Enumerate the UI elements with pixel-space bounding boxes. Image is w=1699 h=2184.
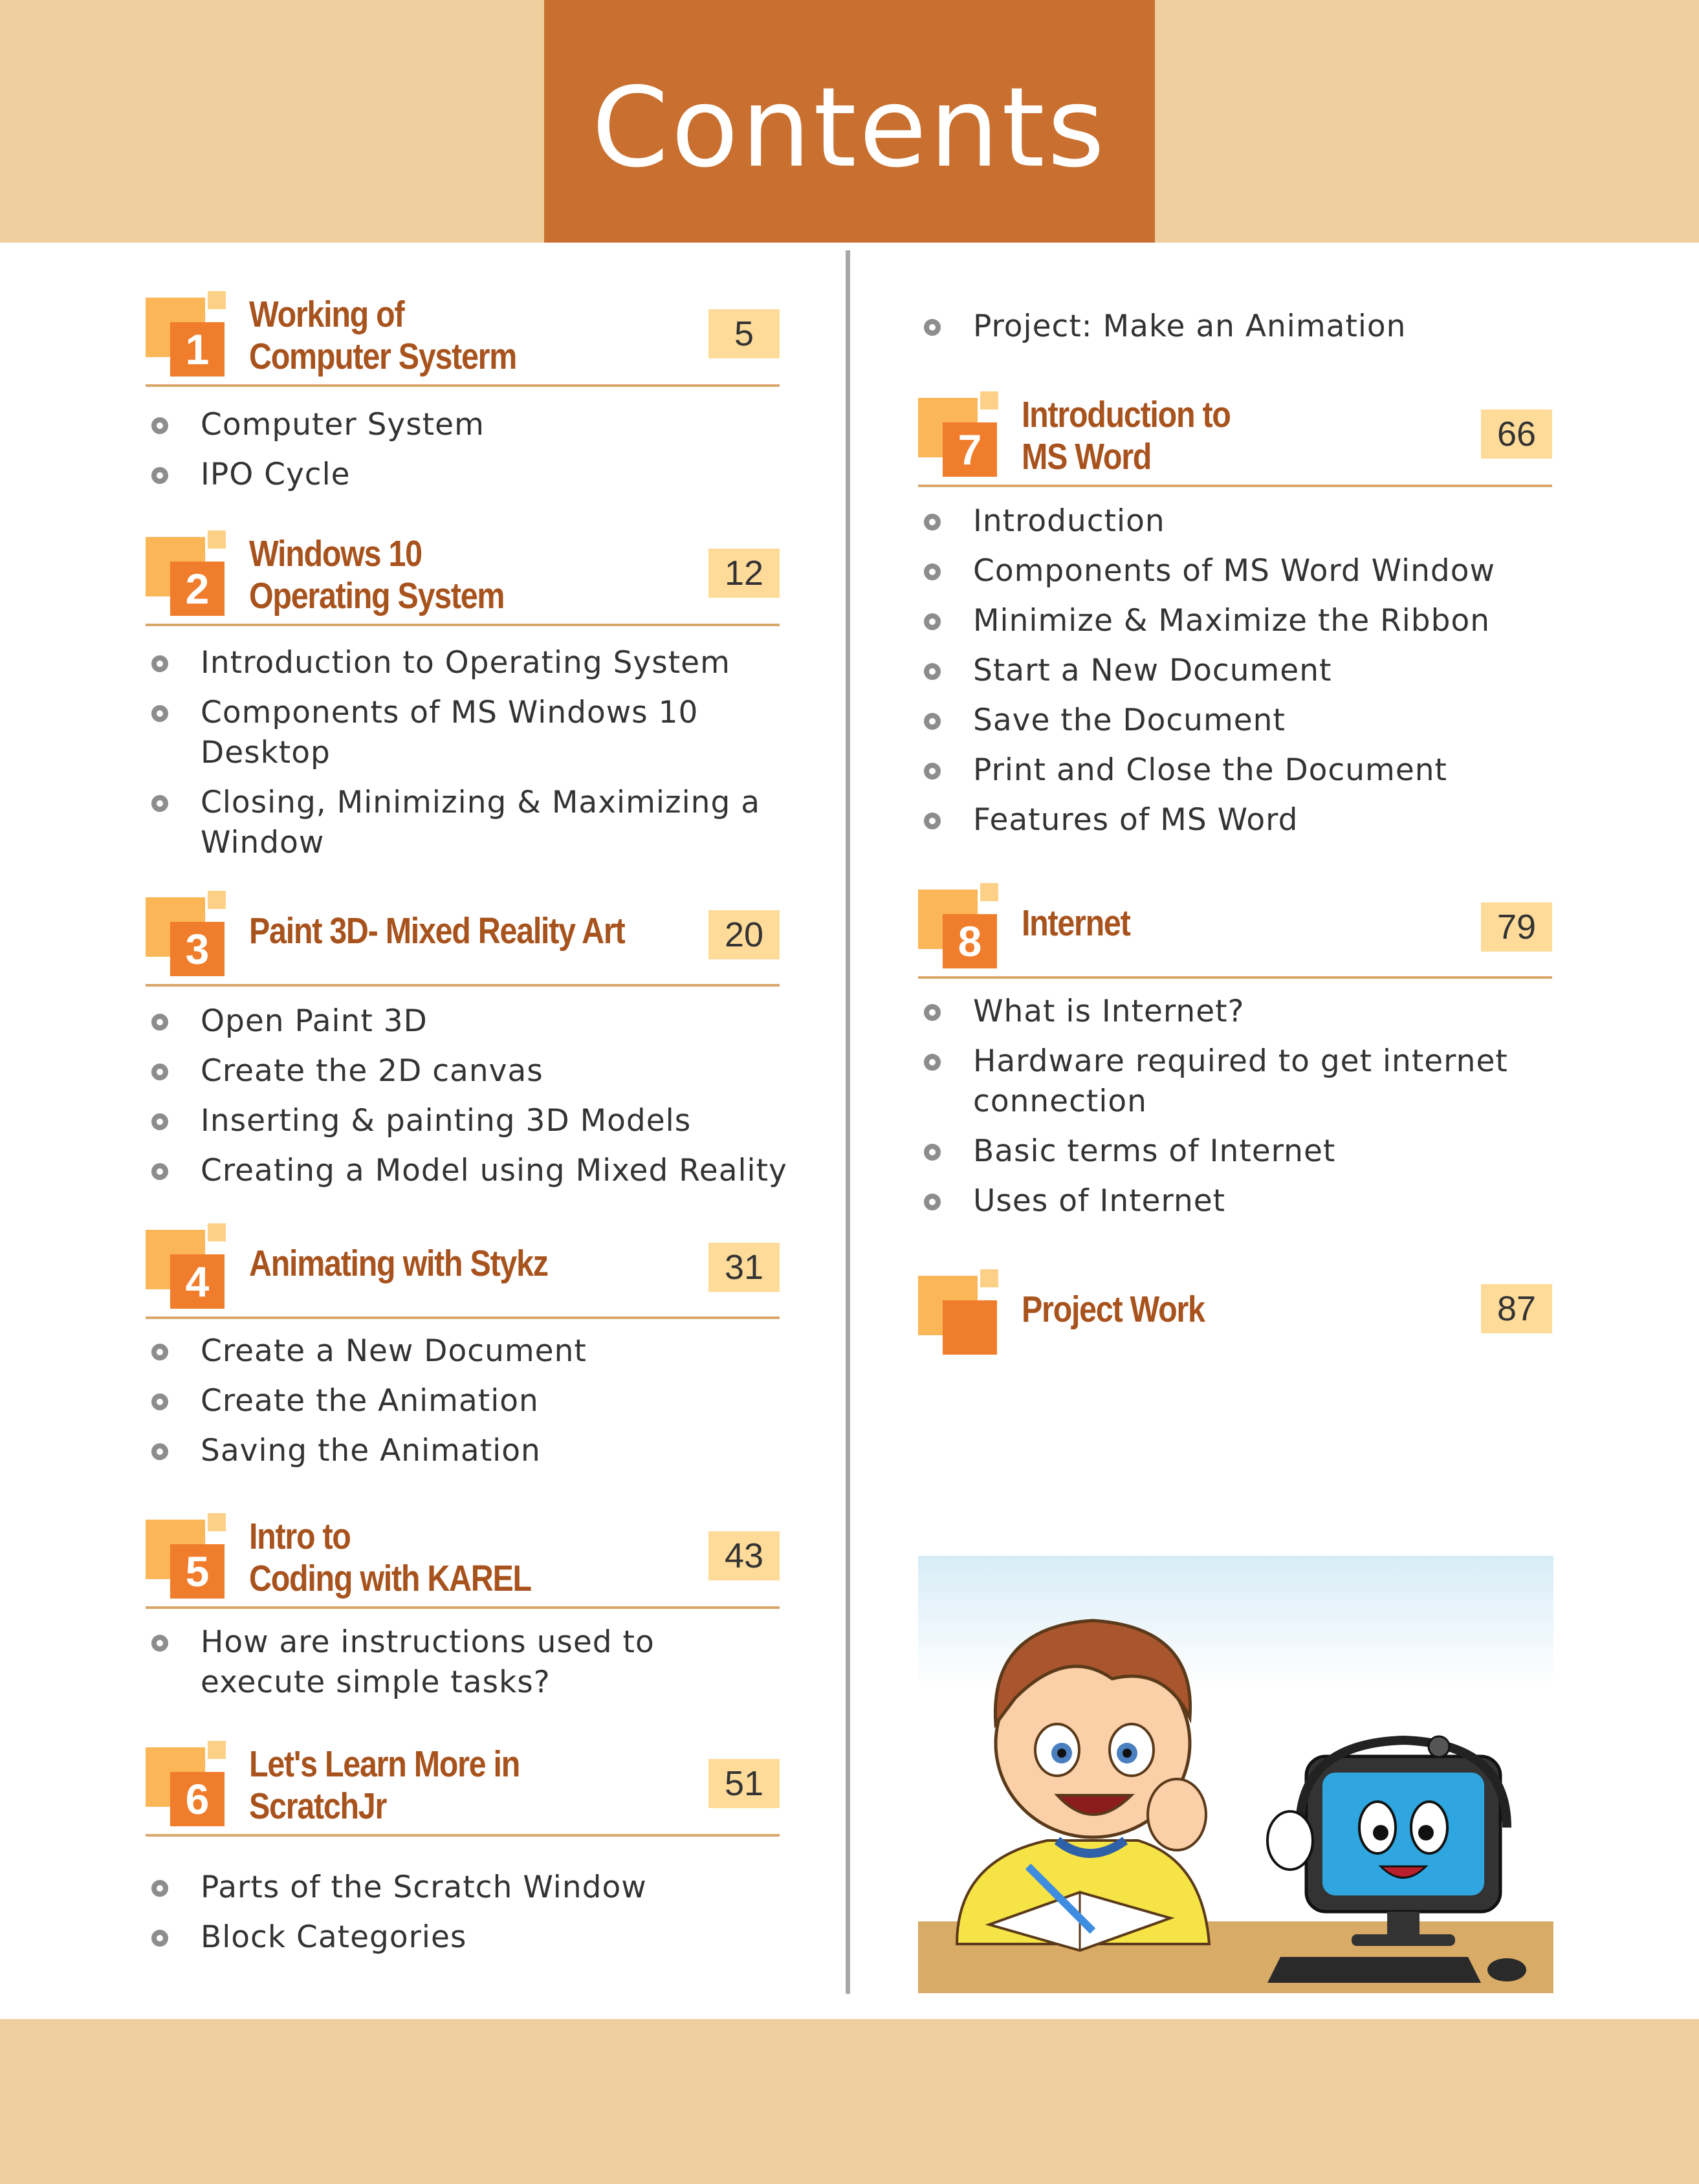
chapter-5-page-number: 43	[708, 1531, 780, 1580]
topic-item[interactable]: Project: Make an Animation	[921, 307, 1568, 347]
chapter-8-header[interactable]	[918, 882, 1552, 979]
bullet-icon	[924, 663, 941, 680]
chapter-5-topics	[149, 1622, 796, 1712]
chapter-2-title: Windows 10 Operating System	[249, 533, 505, 617]
bullet-icon	[151, 467, 168, 484]
bullet-icon	[924, 813, 941, 829]
bullet-icon	[151, 1064, 168, 1080]
topic-item-continued[interactable]: Window	[201, 825, 325, 860]
topic-item[interactable]: Saving the Animation	[149, 1431, 796, 1471]
chapter-3-page-number: 20	[708, 910, 780, 959]
project-work-header[interactable]	[918, 1268, 1552, 1359]
bullet-icon	[151, 417, 168, 434]
chapter-4-header[interactable]	[146, 1222, 780, 1319]
topic-item[interactable]: Parts of the Scratch Window	[149, 1868, 796, 1908]
title-box	[544, 0, 1155, 243]
topic-item[interactable]: Hardware required to get internet	[921, 1042, 1568, 1082]
topic-item[interactable]: Introduction	[921, 501, 1568, 541]
bullet-icon	[151, 1880, 168, 1897]
chapter-7-page-number: 66	[1481, 410, 1552, 459]
chapter-1-number-icon: 1	[146, 298, 230, 382]
boy-and-computer-illustration	[918, 1556, 1553, 1993]
bullet-icon	[924, 763, 941, 780]
topic-item[interactable]: Creating a Model using Mixed Reality	[149, 1151, 796, 1191]
topic-item[interactable]: Open Paint 3D	[149, 1001, 796, 1042]
column-divider	[846, 250, 850, 1994]
chapter-7-header[interactable]	[918, 390, 1552, 487]
topic-item[interactable]: Print and Close the Document	[921, 750, 1568, 791]
chapter-1-topics	[149, 405, 796, 505]
chapter-3-header[interactable]	[146, 890, 780, 987]
bullet-icon	[151, 1393, 168, 1410]
chapter-7-title: Introduction to MS Word	[1022, 394, 1231, 477]
chapter-4-number-icon: 4	[146, 1230, 230, 1314]
topic-item[interactable]: Computer System	[149, 405, 796, 445]
topic-item[interactable]: Save the Document	[921, 701, 1568, 741]
topic-item[interactable]: Inserting & painting 3D Models	[149, 1101, 796, 1141]
topic-item[interactable]: Create a New Document	[149, 1331, 796, 1371]
chapter-4-topics-continued	[921, 307, 1568, 356]
topic-item[interactable]: Block Categories	[149, 1917, 796, 1958]
chapter-7-number-icon: 7	[918, 398, 1002, 482]
bullet-icon	[151, 1930, 168, 1947]
chapter-6-topics	[149, 1868, 796, 1967]
chapter-3-topics	[149, 1001, 796, 1201]
chapter-8-page-number: 79	[1481, 902, 1552, 952]
topic-item[interactable]: Components of MS Word Window	[921, 551, 1568, 591]
project-work-title: Project Work	[1022, 1289, 1205, 1330]
topic-item[interactable]: Features of MS Word	[921, 800, 1568, 840]
chapter-5-header[interactable]	[146, 1512, 780, 1609]
topic-item[interactable]: IPO Cycle	[149, 455, 796, 495]
bullet-icon	[924, 1144, 941, 1161]
chapter-5-title: Intro to Coding with KAREL	[249, 1516, 531, 1599]
chapter-5-number-icon: 5	[146, 1520, 230, 1604]
topic-item[interactable]: Create the Animation	[149, 1381, 796, 1421]
chapter-3-title: Paint 3D- Mixed Reality Art	[249, 910, 625, 952]
bullet-icon	[151, 1113, 168, 1130]
bullet-icon	[151, 1344, 168, 1360]
bullet-icon	[924, 613, 941, 630]
chapter-1-header[interactable]	[146, 290, 780, 387]
bullet-icon	[151, 1635, 168, 1652]
bullet-icon	[924, 1004, 941, 1021]
bullet-icon	[151, 795, 168, 812]
topic-item[interactable]: Introduction to Operating System	[149, 643, 796, 683]
chapter-4-title: Animating with Stykz	[249, 1243, 548, 1284]
chapter-2-topics	[149, 643, 796, 873]
topic-item[interactable]: What is Internet?	[921, 992, 1568, 1032]
chapter-8-topics	[921, 992, 1568, 1231]
chapter-6-title: Let's Learn More in ScratchJr	[249, 1743, 520, 1827]
bullet-icon	[924, 514, 941, 530]
bullet-icon	[924, 713, 941, 730]
project-work-icon	[918, 1276, 1002, 1360]
chapter-2-header[interactable]	[146, 529, 780, 626]
chapter-1-page-number: 5	[708, 309, 780, 358]
bullet-icon	[924, 1054, 941, 1071]
page-title: Contents	[591, 63, 1108, 192]
topic-item[interactable]: How are instructions used to	[149, 1622, 796, 1663]
chapter-4-topics	[149, 1331, 796, 1481]
topic-item[interactable]: Components of MS Windows 10	[149, 693, 796, 733]
topic-item[interactable]: Basic terms of Internet	[921, 1131, 1568, 1172]
bullet-icon	[151, 655, 168, 672]
chapter-6-header[interactable]	[146, 1740, 780, 1837]
topic-item-continued[interactable]: connection	[973, 1084, 1147, 1119]
topic-item[interactable]: Closing, Minimizing & Maximizing a	[149, 783, 796, 823]
chapter-4-page-number: 31	[708, 1243, 780, 1292]
chapter-7-topics	[921, 501, 1568, 850]
chapter-1-title: Working of Computer Systerm	[249, 294, 517, 377]
bullet-icon	[151, 1014, 168, 1031]
chapter-2-number-icon: 2	[146, 537, 230, 621]
topic-item[interactable]: Create the 2D canvas	[149, 1051, 796, 1091]
footer-band	[0, 2019, 1699, 2184]
chapter-2-page-number: 12	[708, 549, 780, 598]
bullet-icon	[924, 563, 941, 580]
chapter-6-number-icon: 6	[146, 1747, 230, 1831]
chapter-3-number-icon: 3	[146, 897, 230, 981]
topic-item[interactable]: Uses of Internet	[921, 1181, 1568, 1221]
topic-item-continued[interactable]: execute simple tasks?	[201, 1665, 551, 1700]
chapter-8-title: Internet	[1022, 902, 1130, 944]
topic-item[interactable]: Start a New Document	[921, 651, 1568, 691]
bullet-icon	[151, 705, 168, 722]
chapter-8-number-icon: 8	[918, 890, 1002, 974]
bullet-icon	[151, 1443, 168, 1460]
project-work-page-number: 87	[1481, 1284, 1552, 1333]
topic-item-continued[interactable]: Desktop	[201, 735, 331, 770]
bullet-icon	[924, 319, 941, 336]
chapter-6-page-number: 51	[708, 1759, 780, 1808]
bullet-icon	[151, 1163, 168, 1180]
topic-item[interactable]: Minimize & Maximize the Ribbon	[921, 601, 1568, 641]
bullet-icon	[924, 1194, 941, 1210]
